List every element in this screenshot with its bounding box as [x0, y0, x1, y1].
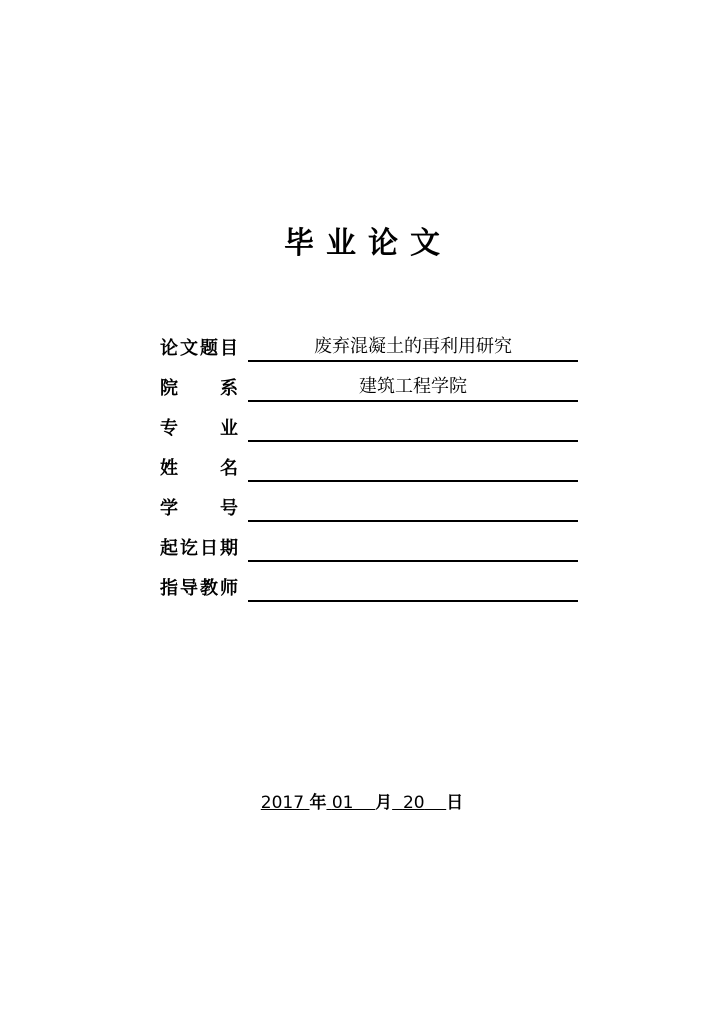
- field-row-period: [160, 534, 580, 564]
- field-row-name: [160, 454, 580, 484]
- label-char: 师: [220, 578, 238, 599]
- label-char: 号: [220, 498, 238, 519]
- label-char: 学: [160, 498, 178, 519]
- label-char: 日: [200, 538, 218, 559]
- label-char: 姓: [160, 458, 178, 479]
- field-row-major: [160, 414, 580, 444]
- label-char: 期: [220, 538, 238, 559]
- field-row-department: [160, 374, 580, 404]
- date-year: [261, 793, 310, 813]
- period-field[interactable]: [248, 534, 578, 562]
- label-char: 业: [220, 418, 238, 439]
- field-label-department: [160, 378, 238, 400]
- label-char: 文: [180, 338, 198, 359]
- date-month-unit: 月: [375, 793, 393, 813]
- date-day-unit: 日: [446, 793, 464, 813]
- label-char: 目: [220, 338, 238, 359]
- student-id-field[interactable]: [248, 494, 578, 522]
- label-char: 题: [200, 338, 218, 359]
- date-month: [326, 793, 375, 813]
- field-row-thesis-title: [160, 334, 580, 364]
- label-char: 院: [160, 378, 178, 399]
- department-field[interactable]: 建筑工程学院: [248, 374, 578, 402]
- field-label-student-id: [160, 498, 238, 520]
- date-month-value: 01: [331, 793, 354, 813]
- field-label-name: [160, 458, 238, 480]
- label-char: 教: [200, 578, 218, 599]
- field-label-period: [160, 538, 238, 560]
- field-label-major: [160, 418, 238, 440]
- date-day: [392, 793, 446, 813]
- page-title: 毕业论文: [284, 226, 452, 261]
- date-line: [0, 792, 724, 814]
- major-field[interactable]: [248, 414, 578, 442]
- label-char: 专: [160, 418, 178, 439]
- field-row-student-id: [160, 494, 580, 524]
- label-char: 起: [160, 538, 178, 559]
- label-char: 系: [220, 378, 238, 399]
- name-field[interactable]: [248, 454, 578, 482]
- label-char: 论: [160, 338, 178, 359]
- field-row-advisor: [160, 574, 580, 604]
- label-char: 导: [180, 578, 198, 599]
- label-char: 名: [220, 458, 238, 479]
- field-label-thesis-title: [160, 338, 238, 360]
- advisor-field[interactable]: [248, 574, 578, 602]
- label-char: 指: [160, 578, 178, 599]
- label-char: 讫: [180, 538, 198, 559]
- thesis-title-field[interactable]: 废弃混凝土的再利用研究: [248, 334, 578, 362]
- date-day-value: 20: [402, 793, 425, 813]
- date-year-unit: 年: [309, 793, 327, 813]
- field-label-advisor: [160, 578, 238, 600]
- date-year-value: 2017: [260, 793, 305, 813]
